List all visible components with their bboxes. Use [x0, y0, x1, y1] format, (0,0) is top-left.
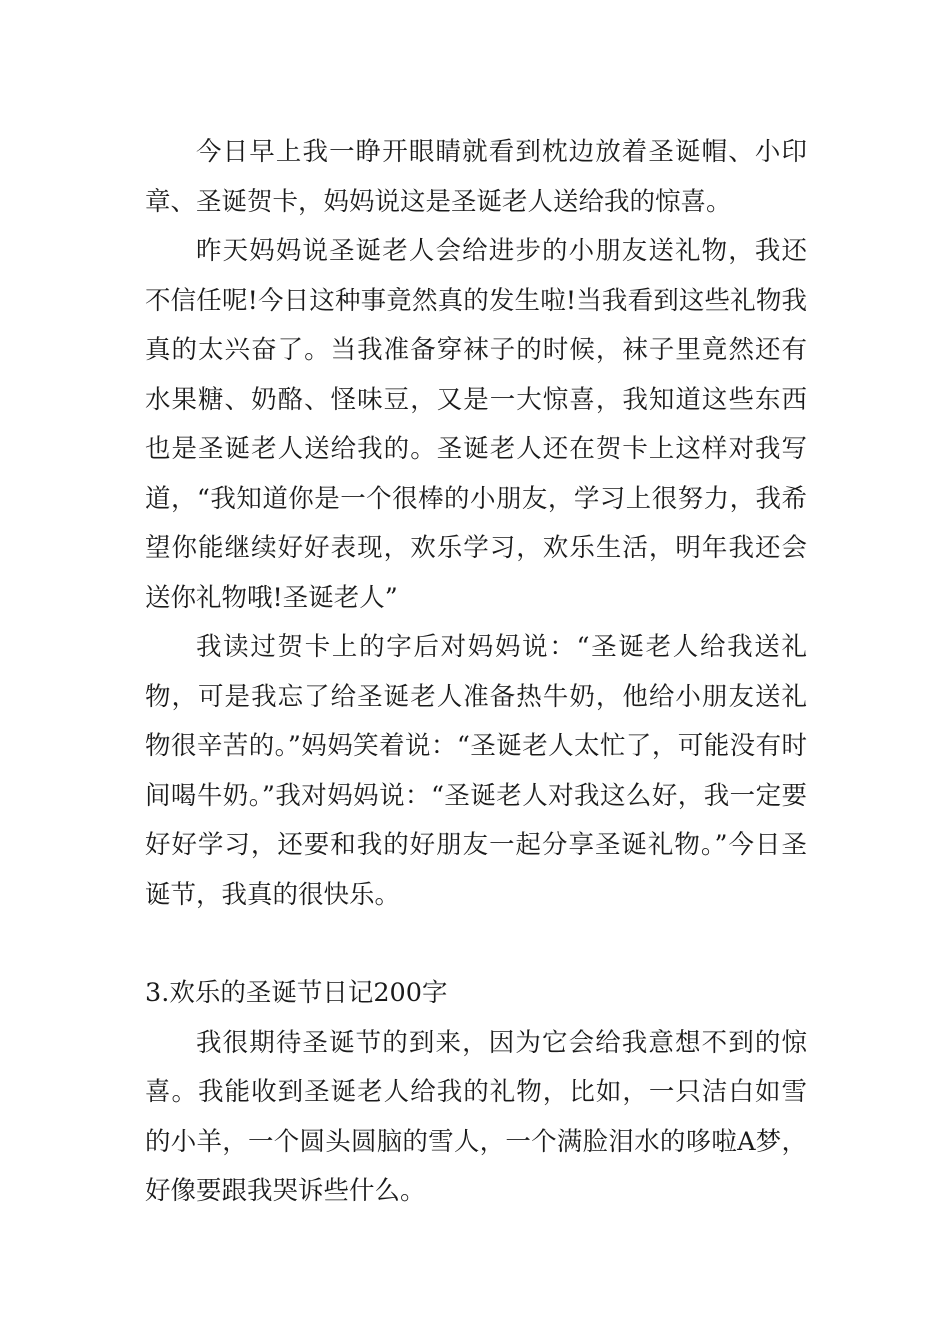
paragraph-christmas-morning: 今日早上我一睁开眼睛就看到枕边放着圣诞帽、小印章、圣诞贺卡，妈妈说这是圣诞老人送给我的惊喜。 [145, 137, 807, 217]
section-heading: 3.欢乐的圣诞节日记200字 [145, 978, 448, 1008]
paragraph-looking-forward: 我很期待圣诞节的到来，因为它会给我意想不到的惊喜。我能收到圣诞老人给我的礼物，比如，一只洁白如雪的小羊，一个圆头圆脑的雪人，一个满脸泪水的哆啦A梦，好像要跟我哭诉些什么。 [145, 1027, 807, 1206]
document-body [145, 128, 807, 1217]
paragraph-santa-gifts: 昨天妈妈说圣诞老人会给进步的小朋友送礼物，我还不信任呢!今日这种事竟然真的发生啦!当我看到这些礼物我真的太兴奋了。当我准备穿袜子的时候，袜子里竟然还有水果糖、奶酪、怪味豆，又是一大惊喜，我知道这些东西也是圣诞老人送给我的。圣诞老人还在贺卡上这样对我写道，“我知道你是一个很棒的小朋友，学习上很努力，我希望你能继续好好表现，欢乐学习，欢乐生活，明年我还会送你礼物哦!圣诞老人” [145, 236, 807, 613]
paragraph-card-reply: 我读过贺卡上的字后对妈妈说：“圣诞老人给我送礼物，可是我忘了给圣诞老人准备热牛奶，他给小朋友送礼物很辛苦的。”妈妈笑着说：“圣诞老人太忙了，可能没有时间喝牛奶。”我对妈妈说：“圣诞老人对我这么好，我一定要好好学习，还要和我的好朋友一起分享圣诞礼物。”今日圣诞节，我真的很快乐。 [145, 632, 807, 910]
